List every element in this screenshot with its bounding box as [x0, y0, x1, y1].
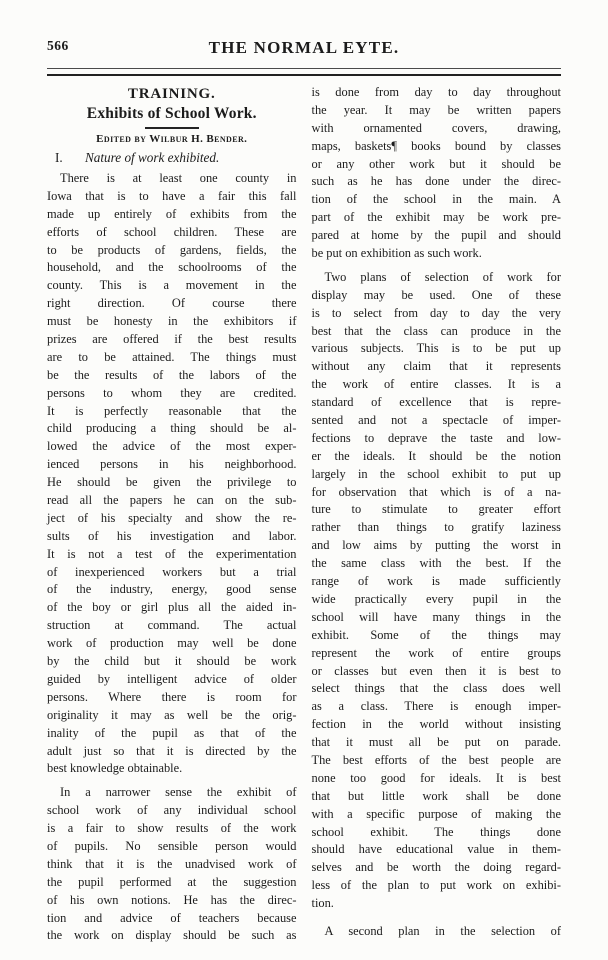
text-line: county. This is a movement in the	[47, 278, 297, 293]
paragraph	[312, 84, 562, 263]
text-line: tion and advice of teachers because	[47, 910, 297, 925]
text-line: that it must all be put on parade.	[311, 735, 561, 750]
text-line: display may be used. One of these	[311, 287, 561, 302]
text-line: fection in the world without insisting	[311, 717, 561, 732]
text-line: less of the plan to put work on exhibi-	[311, 878, 561, 893]
right-column	[312, 80, 562, 945]
text-line: tion of the school in the main. A	[311, 192, 561, 207]
text-line: of pupils. No sensible person would	[47, 838, 297, 853]
text-line: The best efforts of the best people are	[311, 752, 561, 767]
text-line: be put on exhibition as such work.	[311, 246, 482, 261]
text-line: struction at command. The actual	[47, 618, 297, 633]
left-column	[47, 80, 297, 945]
text-line: is done from day to day throughout	[311, 85, 561, 99]
paragraph	[47, 784, 297, 945]
header-rule	[47, 68, 561, 76]
text-line: persons. Where there is room for	[47, 689, 297, 704]
text-line: inality of the pupil as that of the	[47, 725, 297, 740]
text-line: that but little work shall be done	[311, 788, 561, 803]
text-line: efforts of school children. These are	[47, 224, 297, 239]
text-line: right direction. Of course there	[47, 296, 297, 311]
text-line: are to be attained. The things must	[47, 349, 297, 364]
text-line: prizes are offered if the best results	[47, 332, 297, 347]
text-line: originality it may as well be the orig-	[47, 707, 297, 722]
text-line: of inexperienced workers but a trial	[47, 564, 297, 579]
page-number: 566	[47, 38, 69, 53]
text-line: should have educational value in them-	[311, 842, 561, 857]
text-line: part of the exhibit may be work pre-	[311, 210, 561, 225]
paragraph	[47, 170, 297, 778]
text-line: There is at least one county in	[60, 171, 297, 185]
paragraph	[312, 923, 562, 941]
text-line: standard of excellence that is repre-	[311, 395, 561, 410]
text-line: various subjects. This is to be put up	[311, 341, 561, 356]
text-line: of his own notions. He has the direc-	[47, 892, 297, 907]
item-title: Nature of work exhibited.	[85, 150, 220, 165]
text-line: school exhibit. The things done	[311, 824, 561, 839]
text-line: tion.	[311, 896, 334, 911]
text-line: represent the work of entire groups	[311, 645, 561, 660]
text-line: sented and not a spectacle of imper-	[311, 413, 561, 428]
text-line: with ornamented covers, drawing,	[311, 120, 561, 135]
text-line: range of work is made sufficiently	[311, 574, 561, 589]
text-line: or classes but even then it is best to	[311, 663, 561, 678]
text-line: with a specific purpose of making the	[311, 806, 561, 821]
text-line: wide practically every pupil in the	[311, 591, 561, 606]
text-line: rather than things to gratify laziness	[311, 520, 561, 535]
article-heading	[47, 86, 297, 166]
text-line: ture to stimulate to greater effort	[311, 502, 561, 517]
text-line: the same class with the best. If the	[311, 556, 561, 571]
text-line: ienced persons in his neighborhood.	[47, 457, 297, 472]
text-line: He should be given the privilege to	[47, 475, 297, 490]
text-line: the year. It may be written papers	[311, 102, 561, 117]
text-line: best that the class can produce in the	[311, 323, 561, 338]
text-line: of the industry, energy, good sense	[47, 582, 297, 597]
text-line: In a narrower sense the exhibit of	[60, 785, 297, 800]
item-heading	[47, 150, 297, 166]
text-line: child producing a thing should be al-	[47, 421, 297, 436]
article-subtitle: Exhibits of School Work.	[86, 105, 257, 122]
text-line: such as he has done under the direc-	[311, 174, 561, 189]
text-line: guided by intelligent advice of older	[47, 671, 297, 686]
text-line: selves and be worth the doing regard-	[311, 860, 561, 875]
right-column-body	[312, 84, 562, 941]
text-line: ject of his specialty and show the re-	[47, 510, 297, 525]
text-line: school work of any individual school	[47, 803, 297, 818]
text-line: school will have many things in the	[311, 609, 561, 624]
text-line: A second plan in the selection of	[324, 923, 561, 938]
text-line: of the boy or girl plus all the aided in-	[47, 600, 297, 615]
text-line: household, and the schoolrooms of the	[47, 260, 297, 275]
text-line: the work of entire classes. It is a	[311, 377, 561, 392]
text-line: read all the papers he can on the sub-	[47, 493, 297, 508]
text-line: Two plans of selection of work for	[324, 269, 561, 284]
text-line: fections to deprave the taste and low-	[311, 430, 561, 445]
text-line: as a class. There is enough imper-	[311, 699, 561, 714]
text-line: none too good for ideals. It is best	[311, 770, 561, 785]
left-column-body	[47, 170, 297, 945]
subtitle-rule	[145, 127, 199, 129]
text-line: sults of his investigation and labor.	[47, 528, 297, 543]
text-line: maps, baskets¶ books bound by classes	[311, 138, 561, 153]
text-line: is a fair to show results of the work	[47, 821, 297, 836]
text-line: made up entirely of exhibits from the	[47, 206, 297, 221]
text-line: think that it is the unadvised work of	[47, 856, 297, 871]
text-line: exhibit. Some of the things may	[311, 627, 561, 642]
text-line: be the results of the labors of the	[47, 367, 297, 382]
text-line: for observation that which is of a na-	[311, 484, 561, 499]
text-line: the pupil performed at the suggestion	[47, 874, 297, 889]
paragraph	[312, 269, 562, 913]
text-line: the work on display should be such as	[47, 928, 297, 943]
text-line: persons to whom they are credited.	[47, 385, 297, 400]
text-line: select things that the class does well	[311, 681, 561, 696]
byline: Edited by Wilbur H. Bender.	[96, 133, 248, 145]
text-line: best knowledge obtainable.	[47, 761, 183, 776]
text-line: work of production may well be done	[47, 636, 297, 651]
running-head	[47, 38, 561, 57]
item-numeral: I.	[55, 150, 63, 165]
text-line: lowed the advice of the most exper-	[47, 439, 297, 454]
text-line: Iowa that is to have a fair this fall	[47, 188, 297, 203]
text-line: to be products of gardens, fields, the	[47, 242, 297, 257]
journal-title: THE NORMAL EYTE.	[208, 38, 400, 57]
text-line: is to select from day to day the very	[311, 305, 561, 320]
text-columns	[47, 80, 561, 945]
text-line: er the ideals. It should be the notion	[311, 448, 561, 463]
text-line: and low aims by putting the worst in	[311, 538, 561, 553]
text-line: pared at home by the pupil and should	[311, 228, 561, 243]
text-line: largely in the school exhibit to put up	[311, 466, 561, 481]
text-line: It is not a test of the experimentation	[47, 546, 297, 561]
section-title: TRAINING.	[127, 86, 216, 102]
text-line: by the child but it should be work	[47, 654, 297, 669]
text-line: or any other work but it should be	[311, 156, 561, 171]
text-line: adult just so that it is directed by the	[47, 743, 297, 758]
text-line: It is perfectly reasonable that the	[47, 403, 297, 418]
text-line: must be honesty in the exhibitors if	[47, 314, 297, 329]
text-line: without any claim that it represents	[311, 359, 561, 374]
